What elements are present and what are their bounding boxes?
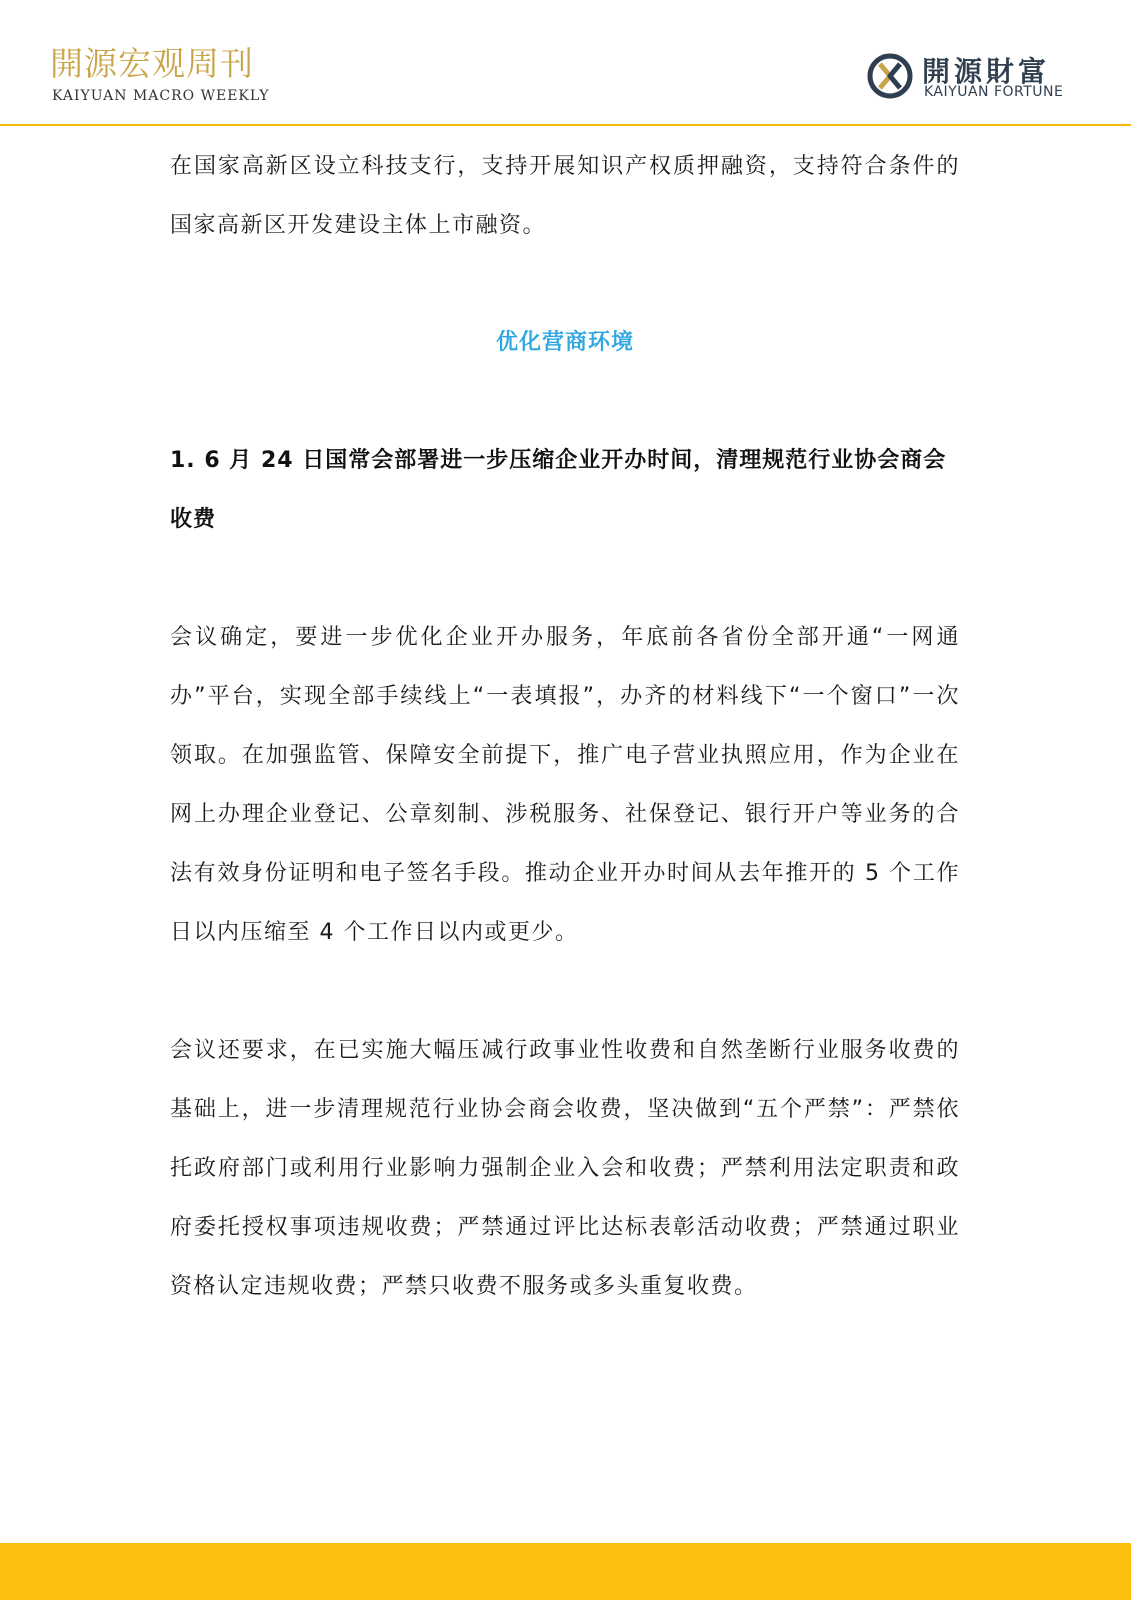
paragraph-fee-regulation: 会议还要求，在已实施大幅压减行政事业性收费和自然垄断行业服务收费的基础上，进一步清理规范行业协会商会收费，坚决做到“五个严禁”：严禁依托政府部门或利用行业影响力强制企业入会和收费；严禁利用法定职责和政府委托授权事项违规收费；严禁通过评比达标表彰活动收费；严禁通过职业资格认定违规收费；严禁只收费不服务或多头重复收费。 bbox=[170, 1038, 960, 1299]
spacer bbox=[170, 962, 960, 1021]
page-header bbox=[0, 0, 1131, 125]
publication-subtitle: KAIYUAN MACRO WEEKLY bbox=[52, 88, 270, 104]
document-body bbox=[170, 137, 960, 1316]
header-divider bbox=[0, 124, 1131, 126]
intro-paragraph: 在国家高新区设立科技支行，支持开展知识产权质押融资，支持符合条件的国家高新区开发建设主体上市融资。 bbox=[170, 154, 960, 238]
logo-english-name: KAIYUAN FORTUNE bbox=[924, 84, 1064, 100]
spacer bbox=[170, 549, 960, 608]
footer-bar bbox=[0, 1543, 1131, 1600]
item-heading: 1. 6 月 24 日国常会部署进一步压缩企业开办时间，清理规范行业协会商会收费 bbox=[170, 448, 947, 532]
publication-title: 開源宏观周刊 bbox=[50, 44, 254, 83]
kaiyuan-k-logo-icon bbox=[866, 52, 914, 100]
paragraph-meeting-decision: 会议确定，要进一步优化企业开办服务，年底前各省份全部开通“一网通办”平台，实现全部手续线上“一表填报”，办齐的材料线下“一个窗口”一次领取。在加强监管、保障安全前提下，推广电子营业执照应用，作为企业在网上办理企业登记、公章刻制、涉税服务、社保登记、银行开户等业务的合法有效身份证明和电子签名手段。推动企业开办时间从去年推开的 5 个工作日以内压缩至 4 个工作日以内或更少。 bbox=[170, 625, 960, 945]
logo-chinese-name: 開源財富 bbox=[922, 55, 1051, 88]
section-title: 优化营商环境 bbox=[495, 330, 634, 355]
